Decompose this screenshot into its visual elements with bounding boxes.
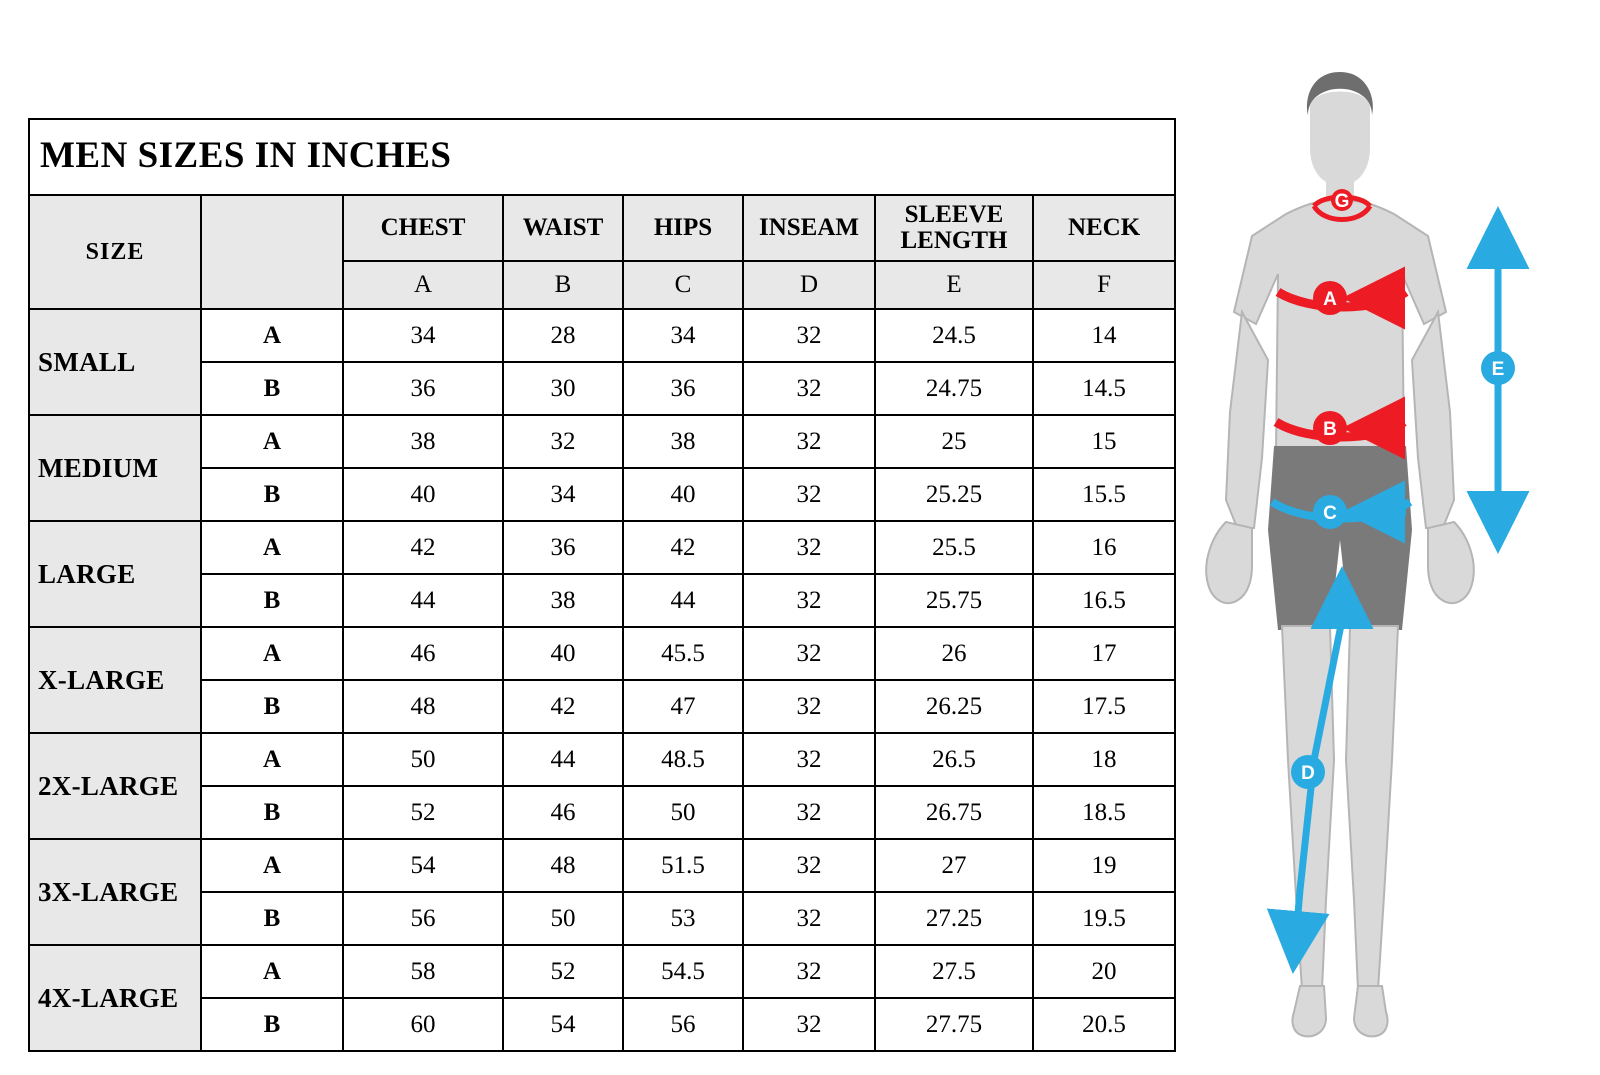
size-label-3x-large: 3X-LARGE (29, 839, 201, 945)
marker-c-letter: C (1323, 503, 1337, 524)
page-title: MEN SIZES IN INCHES (29, 119, 1175, 195)
header-neck: NECK (1033, 195, 1175, 261)
cell-waist: 34 (503, 468, 623, 521)
cell-hips: 56 (623, 998, 743, 1051)
header-waist: WAIST (503, 195, 623, 261)
cell-neck: 15 (1033, 415, 1175, 468)
cell-inseam: 32 (743, 415, 875, 468)
table-row (29, 521, 1175, 574)
table-row (29, 839, 1175, 892)
cell-waist: 36 (503, 521, 623, 574)
cell-inseam: 32 (743, 627, 875, 680)
sub-label: A (201, 309, 343, 362)
cell-waist: 48 (503, 839, 623, 892)
sub-label: B (201, 574, 343, 627)
cell-sleeve: 25.25 (875, 468, 1033, 521)
cell-inseam: 32 (743, 733, 875, 786)
sub-label: A (201, 733, 343, 786)
cell-chest: 48 (343, 680, 503, 733)
cell-inseam: 32 (743, 839, 875, 892)
sub-label: B (201, 362, 343, 415)
cell-waist: 42 (503, 680, 623, 733)
table-row (29, 945, 1175, 998)
cell-chest: 46 (343, 627, 503, 680)
table-row (29, 362, 1175, 415)
cell-chest: 42 (343, 521, 503, 574)
cell-hips: 44 (623, 574, 743, 627)
cell-waist: 52 (503, 945, 623, 998)
table-row (29, 415, 1175, 468)
cell-hips: 38 (623, 415, 743, 468)
table-header-row (29, 195, 1175, 261)
sub-label: B (201, 680, 343, 733)
size-label-medium: MEDIUM (29, 415, 201, 521)
cell-inseam: 32 (743, 998, 875, 1051)
cell-inseam: 32 (743, 786, 875, 839)
cell-waist: 40 (503, 627, 623, 680)
table-row (29, 998, 1175, 1051)
cell-sleeve: 24.75 (875, 362, 1033, 415)
letter-chest: A (343, 261, 503, 309)
cell-sleeve: 27.75 (875, 998, 1033, 1051)
table-row (29, 309, 1175, 362)
cell-sleeve: 26.75 (875, 786, 1033, 839)
cell-chest: 38 (343, 415, 503, 468)
men-size-table (28, 118, 1176, 1052)
cell-waist: 44 (503, 733, 623, 786)
table-row (29, 680, 1175, 733)
cell-neck: 15.5 (1033, 468, 1175, 521)
cell-neck: 20 (1033, 945, 1175, 998)
cell-chest: 44 (343, 574, 503, 627)
cell-neck: 19 (1033, 839, 1175, 892)
size-label-2x-large: 2X-LARGE (29, 733, 201, 839)
size-table-container (28, 118, 1176, 1052)
sub-label: A (201, 521, 343, 574)
letter-neck: F (1033, 261, 1175, 309)
cell-neck: 17 (1033, 627, 1175, 680)
cell-sleeve: 26 (875, 627, 1033, 680)
header-inseam: INSEAM (743, 195, 875, 261)
letter-waist: B (503, 261, 623, 309)
cell-neck: 20.5 (1033, 998, 1175, 1051)
cell-hips: 40 (623, 468, 743, 521)
sub-label: A (201, 839, 343, 892)
cell-inseam: 32 (743, 468, 875, 521)
size-label-4x-large: 4X-LARGE (29, 945, 201, 1051)
cell-neck: 18.5 (1033, 786, 1175, 839)
cell-hips: 53 (623, 892, 743, 945)
cell-sleeve: 24.5 (875, 309, 1033, 362)
cell-waist: 46 (503, 786, 623, 839)
sub-label: A (201, 415, 343, 468)
cell-inseam: 32 (743, 309, 875, 362)
body-silhouette (1206, 72, 1474, 1036)
measurement-figure (1190, 60, 1590, 1060)
cell-waist: 30 (503, 362, 623, 415)
cell-waist: 50 (503, 892, 623, 945)
cell-sleeve: 26.25 (875, 680, 1033, 733)
cell-waist: 28 (503, 309, 623, 362)
sub-label: A (201, 627, 343, 680)
cell-chest: 36 (343, 362, 503, 415)
cell-inseam: 32 (743, 892, 875, 945)
letter-inseam: D (743, 261, 875, 309)
cell-hips: 47 (623, 680, 743, 733)
cell-chest: 34 (343, 309, 503, 362)
cell-neck: 16.5 (1033, 574, 1175, 627)
cell-neck: 14.5 (1033, 362, 1175, 415)
cell-hips: 50 (623, 786, 743, 839)
cell-inseam: 32 (743, 521, 875, 574)
letter-hips: C (623, 261, 743, 309)
size-label-large: LARGE (29, 521, 201, 627)
cell-sleeve: 27.25 (875, 892, 1033, 945)
cell-hips: 48.5 (623, 733, 743, 786)
sub-label: B (201, 468, 343, 521)
table-title-row (29, 119, 1175, 195)
table-row (29, 892, 1175, 945)
cell-hips: 45.5 (623, 627, 743, 680)
sub-label: B (201, 892, 343, 945)
cell-inseam: 32 (743, 574, 875, 627)
cell-neck: 18 (1033, 733, 1175, 786)
header-sleeve-length: SLEEVE LENGTH (875, 195, 1033, 261)
header-size-sub (201, 195, 343, 309)
cell-hips: 36 (623, 362, 743, 415)
header-size: SIZE (29, 195, 201, 309)
cell-hips: 42 (623, 521, 743, 574)
marker-e-letter: E (1491, 359, 1505, 380)
cell-neck: 19.5 (1033, 892, 1175, 945)
sub-label: B (201, 786, 343, 839)
sub-label: A (201, 945, 343, 998)
cell-neck: 17.5 (1033, 680, 1175, 733)
cell-sleeve: 27.5 (875, 945, 1033, 998)
table-row (29, 468, 1175, 521)
cell-chest: 54 (343, 839, 503, 892)
cell-sleeve: 25 (875, 415, 1033, 468)
cell-inseam: 32 (743, 680, 875, 733)
size-label-small: SMALL (29, 309, 201, 415)
cell-chest: 56 (343, 892, 503, 945)
sub-label: B (201, 998, 343, 1051)
header-hips: HIPS (623, 195, 743, 261)
size-label-x-large: X-LARGE (29, 627, 201, 733)
table-row (29, 733, 1175, 786)
cell-chest: 50 (343, 733, 503, 786)
marker-b-letter: B (1323, 419, 1337, 440)
header-chest: CHEST (343, 195, 503, 261)
cell-chest: 40 (343, 468, 503, 521)
letter-sleeve: E (875, 261, 1033, 309)
table-row (29, 627, 1175, 680)
cell-neck: 16 (1033, 521, 1175, 574)
cell-waist: 32 (503, 415, 623, 468)
marker-a-letter: A (1323, 289, 1337, 310)
marker-d-letter: D (1301, 763, 1315, 784)
cell-inseam: 32 (743, 945, 875, 998)
cell-hips: 54.5 (623, 945, 743, 998)
cell-sleeve: 26.5 (875, 733, 1033, 786)
sleeve-length-measure-line (1481, 220, 1515, 540)
cell-waist: 54 (503, 998, 623, 1051)
marker-g-letter: G (1334, 191, 1350, 212)
table-row (29, 786, 1175, 839)
cell-chest: 58 (343, 945, 503, 998)
cell-hips: 34 (623, 309, 743, 362)
cell-sleeve: 25.5 (875, 521, 1033, 574)
cell-sleeve: 27 (875, 839, 1033, 892)
cell-hips: 51.5 (623, 839, 743, 892)
cell-chest: 52 (343, 786, 503, 839)
table-row (29, 574, 1175, 627)
cell-chest: 60 (343, 998, 503, 1051)
cell-inseam: 32 (743, 362, 875, 415)
cell-neck: 14 (1033, 309, 1175, 362)
cell-waist: 38 (503, 574, 623, 627)
cell-sleeve: 25.75 (875, 574, 1033, 627)
